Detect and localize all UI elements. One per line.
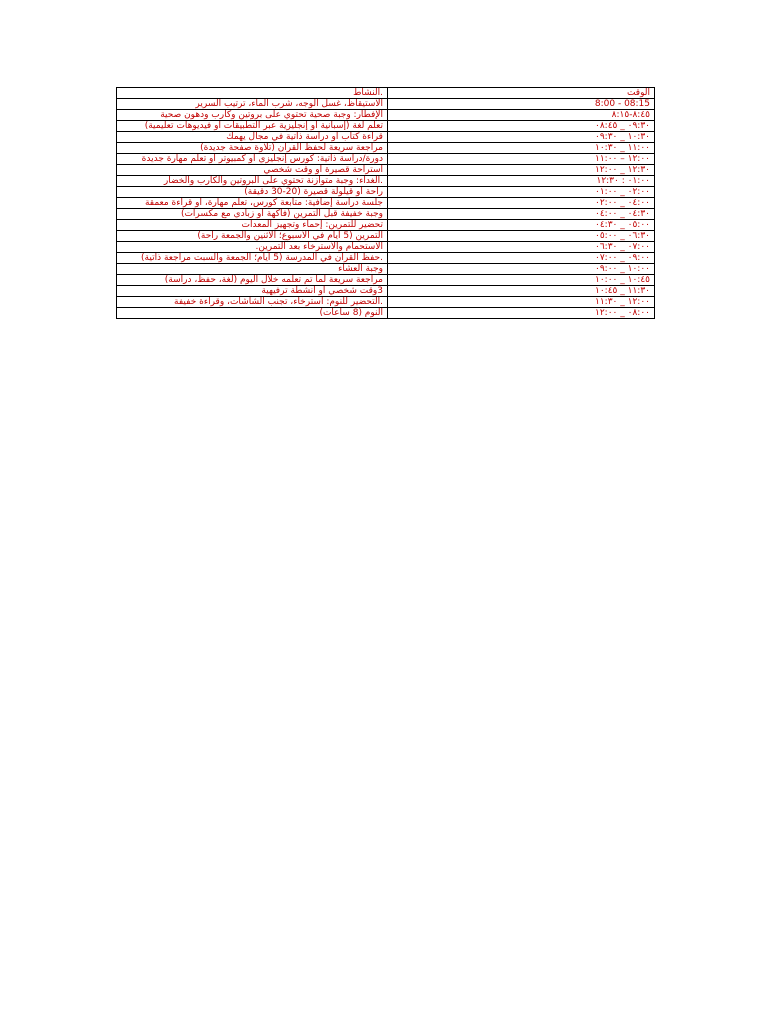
table-row: [117, 99, 655, 110]
table-row: [117, 132, 655, 143]
table-header-row: [117, 88, 655, 99]
activity-cell: .التحضير للنوم: استرخاء، تجنب الشاشات، وقراءة خفيفة: [117, 297, 388, 308]
table-row: [117, 187, 655, 198]
time-cell: ٠٤:٣٠ _ ٠٤:٠٠: [388, 209, 655, 220]
activity-cell: الإفطار: وجبة صحية تحتوي على بروتين وكارب ودهون صحية: [117, 110, 388, 121]
activity-cell: .حفظ القرآن في المدرسة (5 أيام؛ الجمعة والسبت مراجعة ذاتية): [117, 253, 388, 264]
activity-cell: راحة أو قيلولة قصيرة (20-30 دقيقة): [117, 187, 388, 198]
time-cell: ٠٤:٠٠ _ ٠٢:٠٠: [388, 198, 655, 209]
activity-cell: استراحة قصيرة أو وقت شخصي: [117, 165, 388, 176]
activity-cell: الاستحمام والاسترخاء بعد التمرين.: [117, 242, 388, 253]
table-row: [117, 242, 655, 253]
time-cell: ١٢:٣٠ _ ١٢:٠٠: [388, 165, 655, 176]
activity-cell: النوم (8 ساعات): [117, 308, 388, 319]
activity-cell: التمرين (5 أيام في الأسبوع؛ الاثنين والجمعة راحة): [117, 231, 388, 242]
time-cell: ١٠:٠٠ _ ٠٩:٠٠: [388, 264, 655, 275]
table-row: [117, 209, 655, 220]
table-row: [117, 308, 655, 319]
table-row: [117, 253, 655, 264]
time-cell: ٠١:٠٠ : ١٢:٣٠: [388, 176, 655, 187]
activity-cell: جلسة دراسة إضافية: متابعة كورس، تعلم مهارة، أو قراءة معمقة: [117, 198, 388, 209]
time-cell: ٠٦:٣٠ _ ٠٥:٠٠: [388, 231, 655, 242]
activity-cell: .الغداء: وجبة متوازنة تحتوي على البروتين والكارب والخضار: [117, 176, 388, 187]
time-cell: ١١:٣٠ _ ١٠:٤٥: [388, 286, 655, 297]
table-row: [117, 165, 655, 176]
table-row: [117, 121, 655, 132]
activity-cell: قراءة كتاب أو دراسة ذاتية في مجال يهمك: [117, 132, 388, 143]
activity-column-header: .النشاط: [117, 88, 388, 99]
activity-cell: الاستيقاظ، غسل الوجه، شرب الماء، ترتيب السرير: [117, 99, 388, 110]
activity-cell: تعلم لغة (إسبانية أو إنجليزية عبر التطبيقات أو فيديوهات تعليمية): [117, 121, 388, 132]
table-row: [117, 231, 655, 242]
time-cell: ٠٨:٠٠ _ ١٢:٠٠: [388, 308, 655, 319]
table-row: [117, 154, 655, 165]
time-cell: ١٢:٠٠ – ١١:٠٠: [388, 154, 655, 165]
time-cell: ٠٥:٠٠ _ ٠٤:٣٠: [388, 220, 655, 231]
table-row: [117, 198, 655, 209]
time-column-header: الوقت: [388, 88, 655, 99]
time-cell: ١٢:٠٠ _ ١١:٣٠: [388, 297, 655, 308]
table-row: [117, 264, 655, 275]
activity-cell: 3وقت شخصي أو أنشطة ترفيهية: [117, 286, 388, 297]
table-row: [117, 110, 655, 121]
time-cell: ٠٩:٣٠ _ ٠٨:٤٥: [388, 121, 655, 132]
daily-schedule-table: [116, 87, 655, 319]
table-row: [117, 275, 655, 286]
time-cell: ٠٩:٠٠ _ ٠٧:٠٠: [388, 253, 655, 264]
activity-cell: دورة/دراسة ذاتية: كورس إنجليزي أو كمبيوتر أو تعلم مهارة جديدة: [117, 154, 388, 165]
activity-cell: مراجعة سريعة لحفظ القرآن (تلاوة صفحة جديدة): [117, 143, 388, 154]
table-row: [117, 220, 655, 231]
time-cell: 08:15 - 8:00: [388, 99, 655, 110]
activity-cell: مراجعة سريعة لما تم تعلمه خلال اليوم (لغة، حفظ، دراسة): [117, 275, 388, 286]
time-cell: ٨:٤٥-٨:١٥: [388, 110, 655, 121]
table-row: [117, 286, 655, 297]
activity-cell: وجبة العشاء: [117, 264, 388, 275]
schedule-sheet: [116, 87, 652, 319]
time-cell: ٠٢:٠٠ _ ٠١:٠٠: [388, 187, 655, 198]
time-cell: ١٠:٤٥ _ ١٠:٠٠: [388, 275, 655, 286]
table-row: [117, 297, 655, 308]
time-cell: ٠٧:٠٠ _ ٠٦:٣٠: [388, 242, 655, 253]
time-cell: ١١:٠٠ _ ١٠:٣٠: [388, 143, 655, 154]
time-cell: ١٠:٣٠ _ ٠٩:٣٠: [388, 132, 655, 143]
activity-cell: وجبة خفيفة قبل التمرين (فاكهة أو زبادي مع مكسرات): [117, 209, 388, 220]
activity-cell: تحضير للتمرين: إحماء وتجهيز المعدات: [117, 220, 388, 231]
table-row: [117, 176, 655, 187]
table-row: [117, 143, 655, 154]
